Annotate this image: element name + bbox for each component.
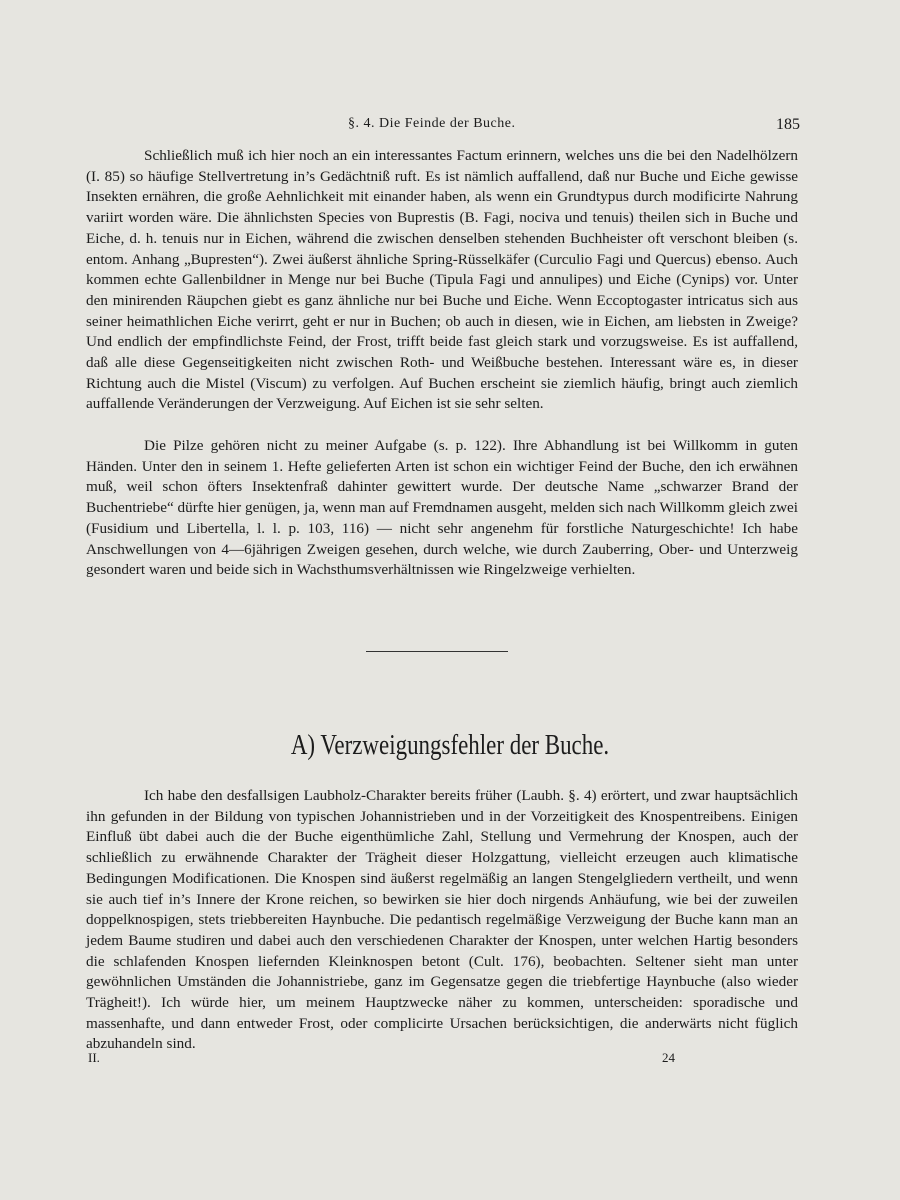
section-paragraph-fungi [86, 436, 798, 581]
paragraph-3: Ich habe den desfallsigen Laubholz-Charakter bereits früher (Laubh. §. 4) erörtert, und zwar hauptsächlich ihn gefunden in der Bildung von typischen Johannistrieben und in der Vorzeitigkeit des Knospentreibens. Einigen Einfluß übt dabei auch die der Buche eigenthümliche Zahl, Stellung und Vermehrung der Knospen, auch der schließlich zu erwähnende Charakter der Trägheit dieser Holzgattung, vielleicht erzeugen auch klimatische Bedingungen Modificationen. Die Knospen sind äußerst regelmäßig an langen Stengelgliedern vertheilt, und wenn sie auch tief in’s Innere der Krone reichen, so bewirken sie hier doch nirgends Anhäufung, wie bei der zuweilen doppelknospigen, stets triebbereiten Haynbuche. Die pedantisch regelmäßige Verzweigung der Buche kann man an jedem Baume studiren und dabei auch den verschiedenen Charakter der Knospen, unter welchen Hartig besonders die schlafenden Knospen liefernden Kleinknospen betont (Cult. 176), beobachten. Seltener sieht man unter gewöhnlichen Umständen die Johannistriebe, ganz im Gegensatze gegen die triebfertige Haynbuche (also wieder Trägheit!). Ich würde hier, um meinem Hauptzwecke näher zu kommen, unterscheiden: sporadische und massenhafte, und dann entweder Frost, oder complicirte Ursachen berücksichtigen, die anderwärts nicht füglich abzuhandeln sind. [86, 787, 798, 1053]
section-divider [366, 651, 508, 652]
signature-mark: II. [88, 1050, 100, 1065]
running-head: §. 4. Die Feinde der Buche. [348, 116, 516, 131]
section-paragraph-branching [86, 786, 798, 1055]
paragraph-2: Die Pilze gehören nicht zu meiner Aufgabe (s. p. 122). Ihre Abhandlung ist bei Willkomm in guten Händen. Unter den in seinem 1. Hefte gelieferten Arten ist schon ein wichtiger Feind der Buche, den ich erwähnen muß, weil schon öfters Insektenfraß dahinter gewittert wurde. Der deutsche Name „schwarzer Brand der Buchentriebe“ dürfte hier genügen, ja, wenn man auf Fremdnamen ausgeht, melden sich nach Willkomm gleich zwei (Fusidium und Libertella, l. l. p. 103, 116) — nicht sehr angenehm für forstliche Naturgeschichte! Ich habe Anschwellungen von 4—6jährigen Zweigen gesehen, durch welche, wie durch Zauberring, Ober- und Unterzweig gesondert waren und beide sich in Wachsthumsverhältnissen wie Ringelzweige verhielten. [86, 437, 798, 579]
page-number: 185 [776, 116, 800, 133]
page-header [0, 116, 900, 140]
section-paragraph-insects [86, 146, 798, 415]
paragraph-1: Schließlich muß ich hier noch an ein interessantes Factum erinnern, welches uns die bei den Nadelhölzern (I. 85) so häufige Stellvertretung in’s Gedächtniß ruft. Es ist nämlich auffallend, daß nur Buche und Eiche gewisse Insekten ernähren, die große Aehnlichkeit mit einander haben, als wenn ein Grundtypus durch modificirte Nahrung variirt worden wäre. Die ähnlichsten Species von Buprestis (B. Fagi, nociva und tenuis) theilen sich in Buche und Eiche, d. h. tenuis nur in Eichen, während die zwischen denselben stehenden Buchheister oft verschont bleiben (s. entom. Anhang „Bupresten“). Zwei äußerst ähnliche Spring-Rüsselkäfer (Curculio Fagi und Quercus) ebenso. Auch kommen echte Gallenbildner in Menge nur bei Buche (Tipula Fagi und annulipes) und Eiche (Cynips) vor. Unter den minirenden Räupchen giebt es ganz ähnliche nur bei Buche und Eiche. Wenn Eccoptogaster intricatus sich aus seiner heimathlichen Eiche verirrt, geht er nur in Buchen; ob auch in diesen, wie in Eichen, am liebsten in Zweige? Und endlich der empfindlichste Feind, der Frost, trifft beide fast gleich stark und vorzugsweise. Es ist auffallend, daß alle diese Gegenseitigkeiten nicht zwischen Roth- und Weißbuche bestehen. Interessant wäre es, in dieser Richtung auch die Mistel (Viscum) zu verfolgen. Auf Buchen erscheint sie ziemlich häufig, bringt auch ziemlich auffallende Veränderungen der Verzweigung. Auf Eichen ist sie sehr selten. [86, 147, 798, 413]
sheet-number: 24 [662, 1050, 675, 1065]
section-heading: A) Verzweigungsfehler der Buche. [290, 730, 610, 761]
